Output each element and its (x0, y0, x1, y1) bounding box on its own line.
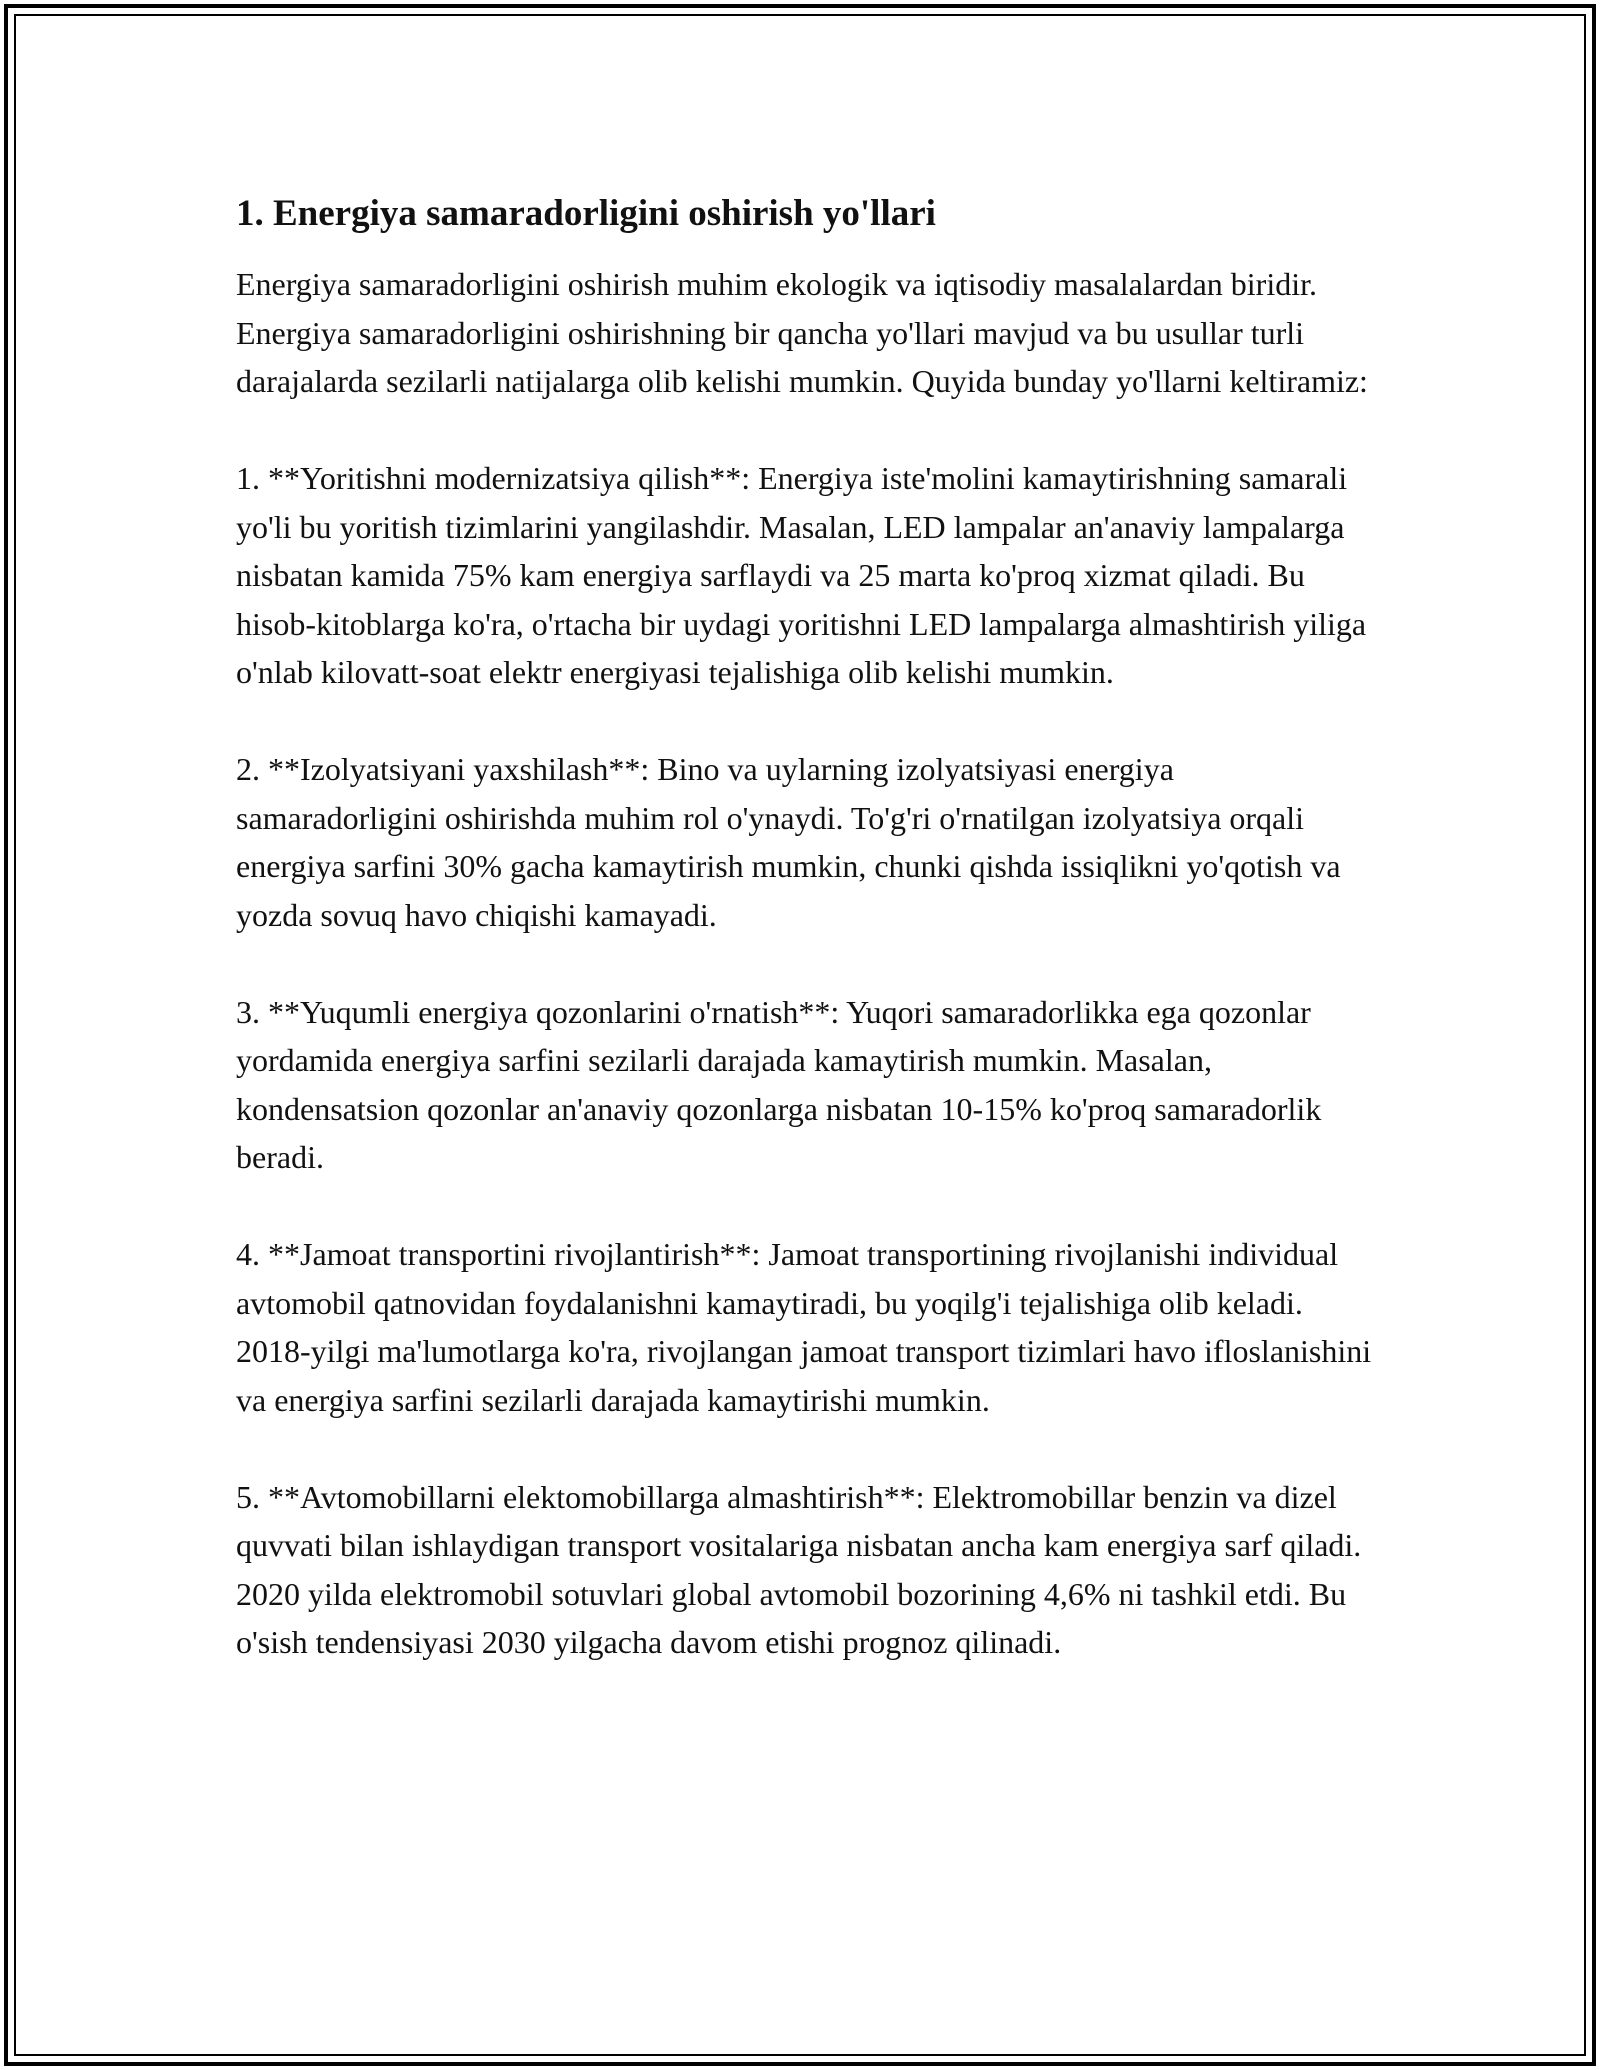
document-body (236, 186, 1376, 1715)
intro-paragraph: Energiya samaradorligini oshirish muhim ekologik va iqtisodiy masalalardan biridir. Energiya samaradorligini oshirishning bir qancha yo'llari mavjud va bu usullar turli darajalarda sezilarli natijalarga olib kelishi mumkin. Quyida bunday yo'llarni keltiramiz: (236, 266, 1368, 399)
list-item: 5. **Avtomobillarni elektomobillarga almashtirish**: Elektromobillar benzin va dizel quvvati bilan ishlaydigan transport vositalariga nisbatan ancha kam energiya sarf qiladi. 2020 yilda elektromobil sotuvlari global avtomobil bozorining 4,6% ni tashkil etdi. Bu o'sish tendensiyasi 2030 yilgacha davom etishi prognoz qilinadi. (236, 1478, 1362, 1660)
document-title: 1. Energiya samaradorligini oshirish yo'llari (236, 193, 936, 234)
list-item: 4. **Jamoat transportini rivojlantirish**: Jamoat transportining rivojlanishi individual avtomobil qatnovidan foydalanishni kamaytiradi, bu yoqilg'i tejalishiga olib keladi. 2018-yilgi ma'lumotlarga ko'ra, rivojlangan jamoat transport tizimlari havo ifloslanishini va energiya sarfini sezilarli darajada kamaytirishi mumkin. (236, 1236, 1372, 1418)
list-item: 2. **Izolyatsiyani yaxshilash**: Bino va uylarning izolyatsiyasi energiya samaradorligini oshirishda muhim rol o'ynaydi. To'g'ri o'rnatilgan izolyatsiya orqali energiya sarfini 30% gacha kamaytirish mumkin, chunki qishda issiqlikni yo'qotish va yozda sovuq havo chiqishi kamayadi. (236, 751, 1341, 933)
list-item: 3. **Yuqumli energiya qozonlarini o'rnatish**: Yuqori samaradorlikka ega qozonlar yordamida energiya sarfini sezilarli darajada kamaytirish mumkin. Masalan, kondensatsion qozonlar an'anaviy qozonlarga nisbatan 10-15% ko'proq samaradorlik beradi. (236, 993, 1322, 1175)
list-item: 1. **Yoritishni modernizatsiya qilish**: Energiya iste'molini kamaytirishning samarali yo'li bu yoritish tizimlarini yangilashdir. Masalan, LED lampalar an'anaviy lampalarga nisbatan kamida 75% kam energiya sarflaydi va 25 marta ko'proq xizmat qiladi. Bu hisob-kitoblarga ko'ra, o'rtacha bir uydagi yoritishni LED lampalarga almashtirish yiliga o'nlab kilovatt-soat elektr energiyasi tejalishiga olib kelishi mumkin. (236, 460, 1367, 690)
